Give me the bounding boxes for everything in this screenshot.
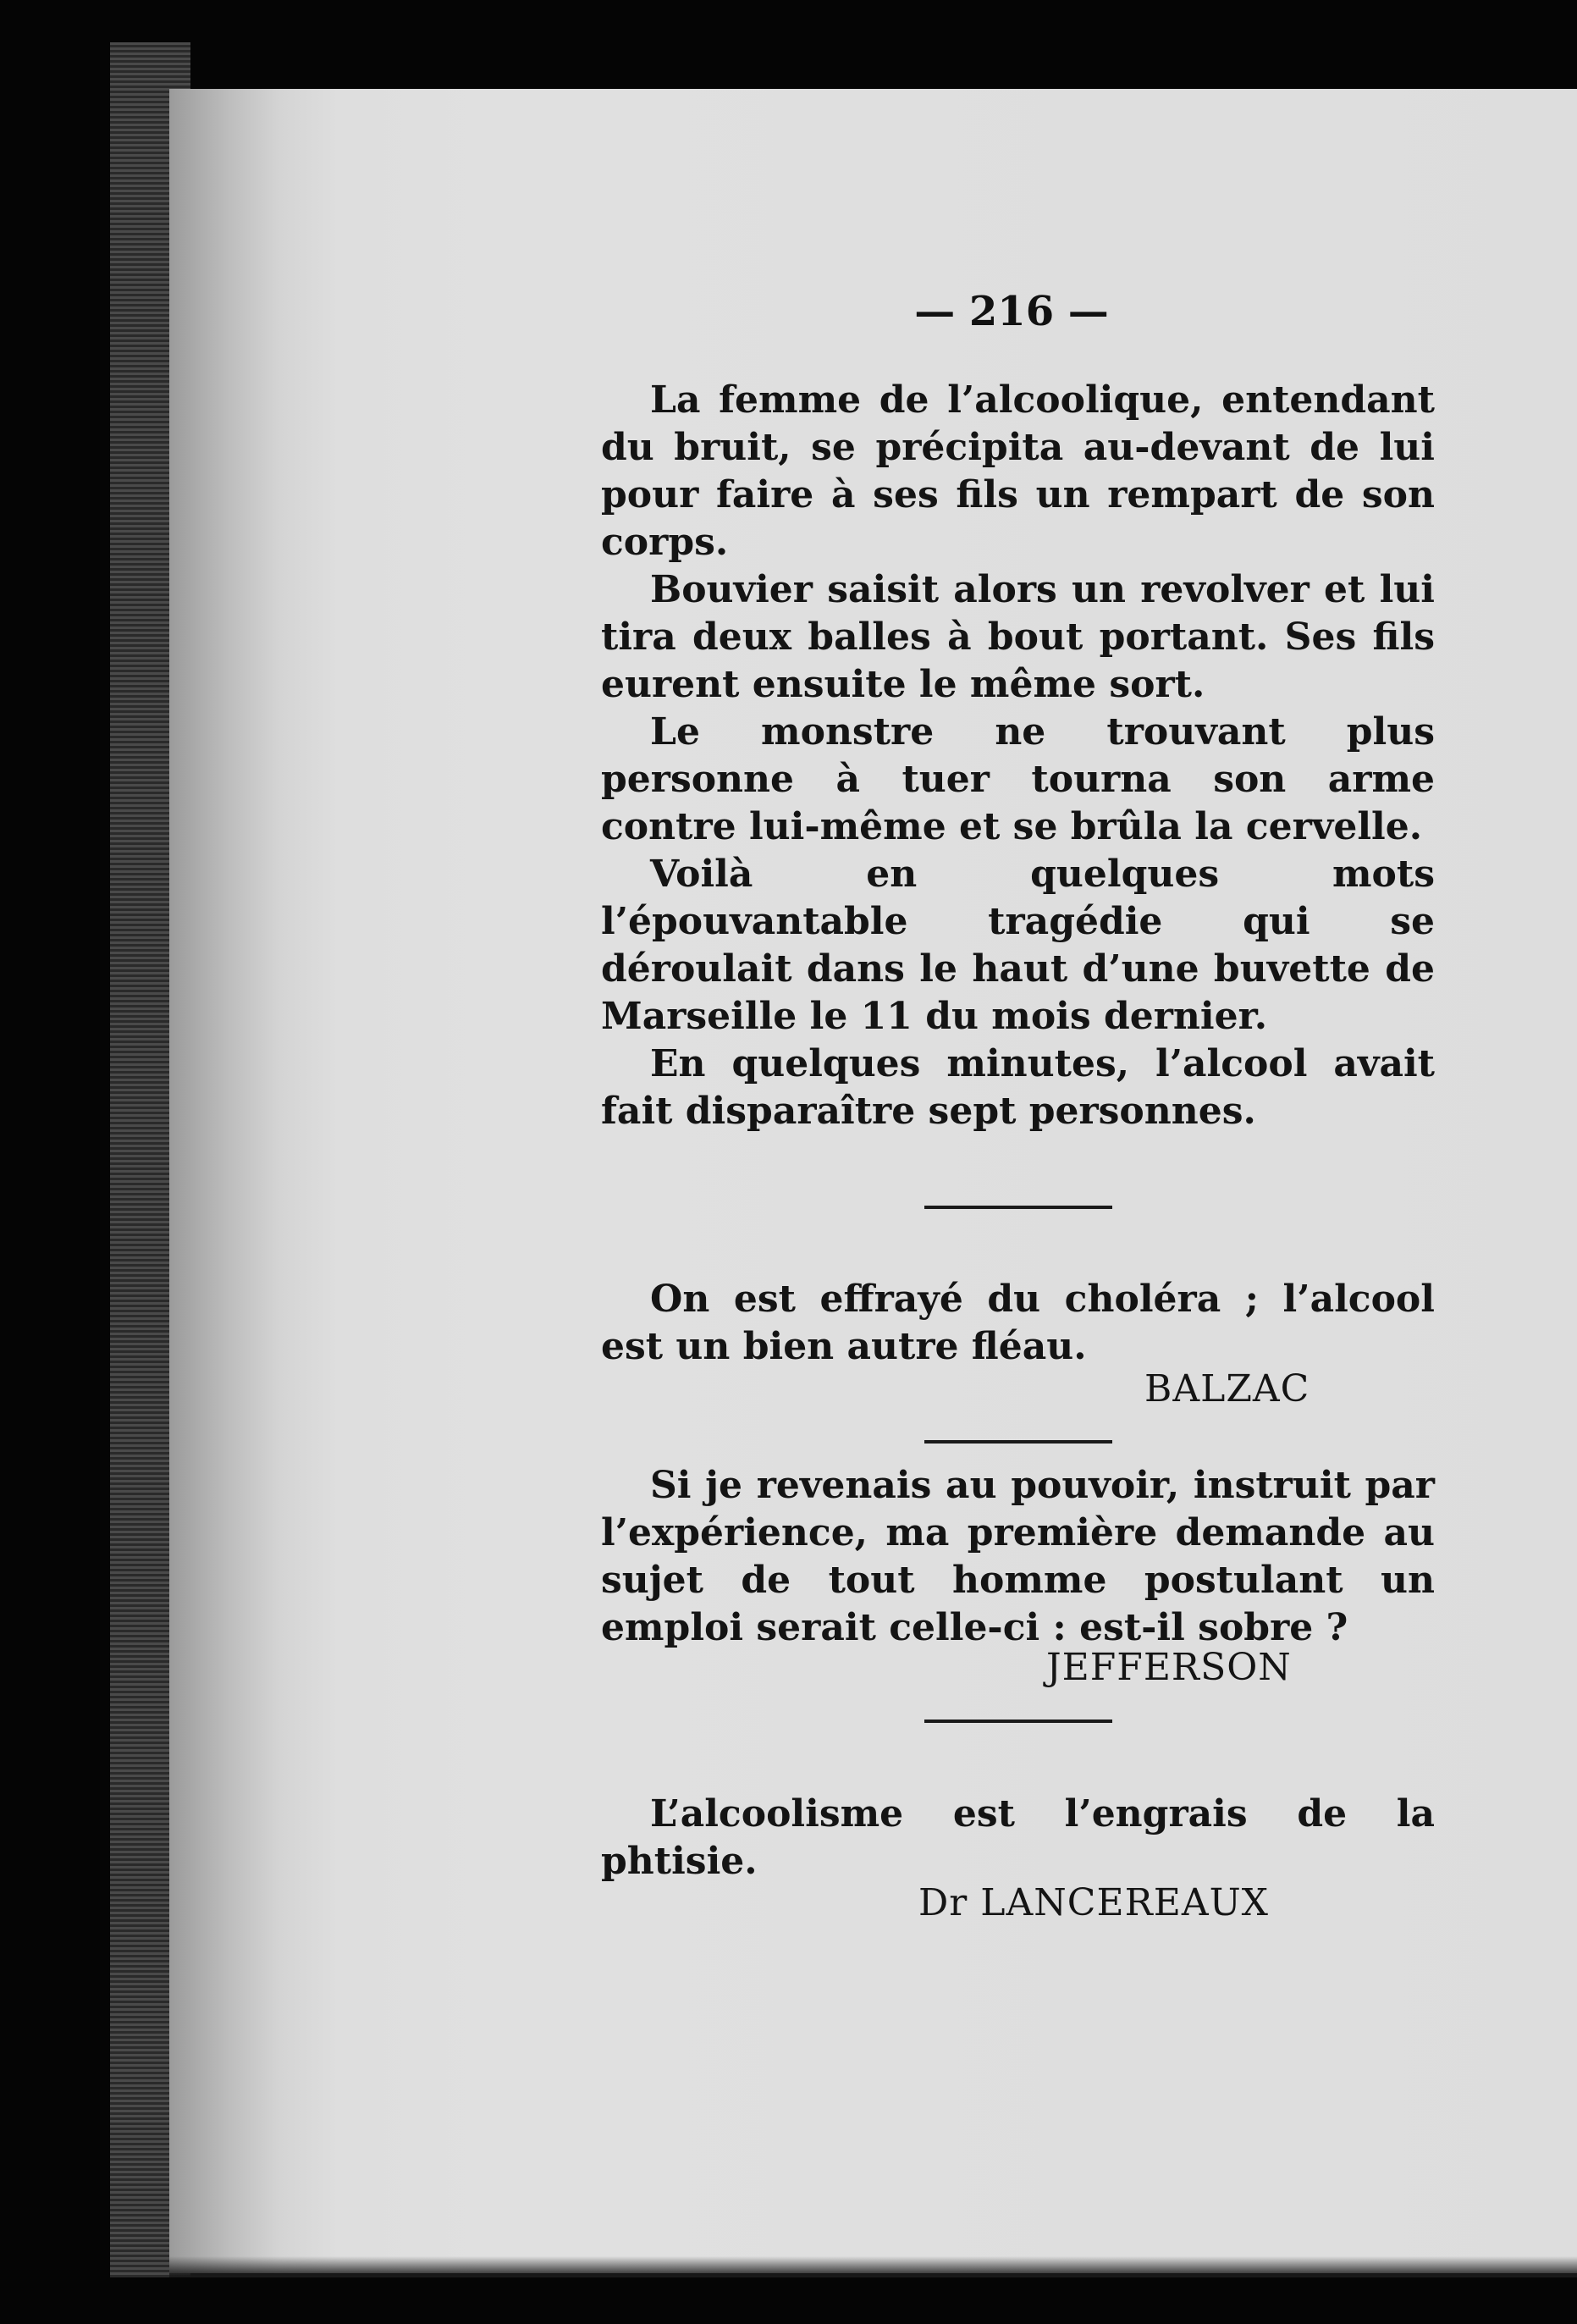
quote-paragraph: L’alcoolisme est l’engrais de la phtisie. (601, 1792, 1435, 1883)
quote-author: BALZAC (1144, 1367, 1310, 1410)
section-divider (924, 1206, 1112, 1209)
paragraph: En quelques minutes, l’alcool avait fait disparaître sept personnes. (601, 1042, 1435, 1133)
paragraph: La femme de l’alcoolique, entendant du bruit, se précipita au-devant de lui pour faire à ses fils un rempart de son corps. (601, 378, 1435, 564)
paragraph: Bouvier saisit alors un revolver et lui tira deux balles à bout portant. Ses fils eurent ensuite le même sort. (601, 568, 1435, 706)
section-divider (924, 1720, 1112, 1723)
paragraph: Voilà en quelques mots l’épouvantable tragédie qui se déroulait dans le haut d’une buvette de Marseille le 11 du mois dernier. (601, 853, 1435, 1038)
quote-paragraph: On est effrayé du choléra ; l’alcool est un bien autre fléau. (601, 1278, 1435, 1368)
page-bottom-shadow (169, 2256, 1577, 2277)
quote-author: JEFFERSON (1046, 1646, 1292, 1689)
quote-paragraph: Si je revenais au pouvoir, instruit par l’expérience, ma première demande au sujet de tout homme postulant un emploi serait celle-ci : est-il sobre ? (601, 1464, 1435, 1649)
quote-text (601, 1462, 1435, 1652)
page-number: — 216 — (914, 288, 1109, 335)
section-divider (924, 1440, 1112, 1444)
quote-text (601, 1276, 1435, 1371)
paragraph: Le monstre ne trouvant plus personne à tuer tourna son arme contre lui-même et se brûla la cervelle. (601, 710, 1435, 848)
quote-author: Dr LANCEREAUX (918, 1881, 1270, 1924)
quote-text (601, 1791, 1435, 1885)
body-text (601, 377, 1435, 1135)
